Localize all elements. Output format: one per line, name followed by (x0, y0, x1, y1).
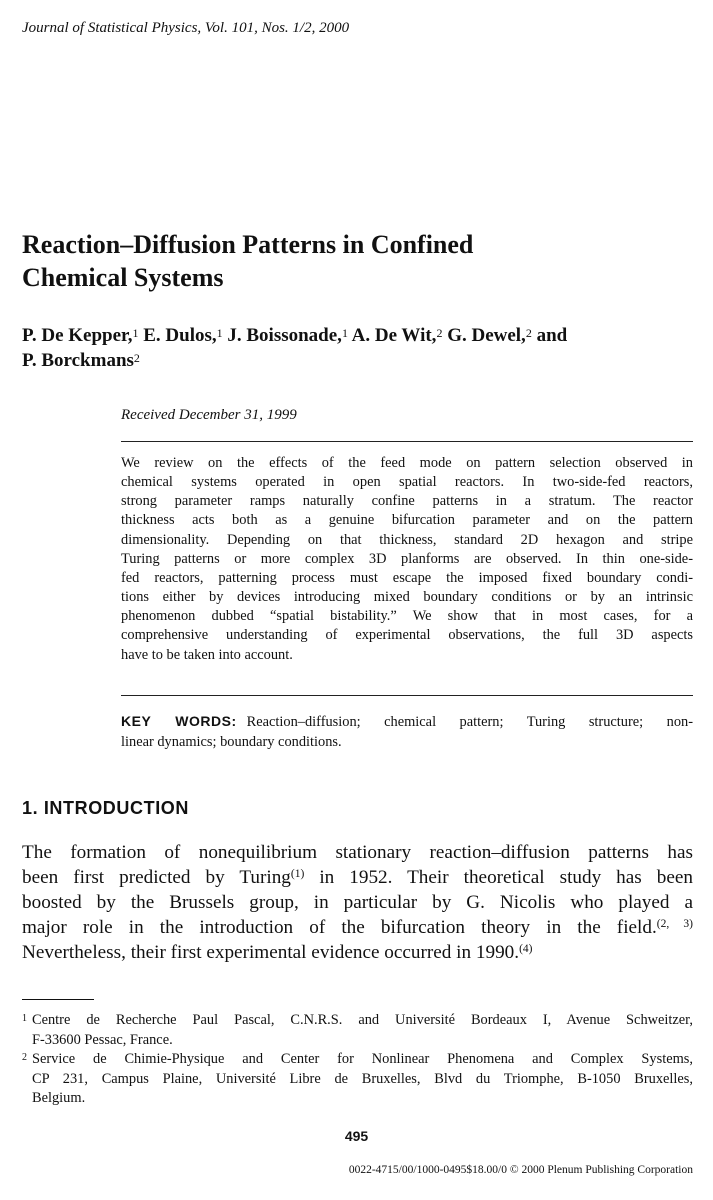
title-line: Reaction–Diffusion Patterns in Confined (22, 230, 474, 259)
affiliation-marker: 1 (216, 326, 223, 340)
abstract-line: phenomenon dubbed “spatial bistability.” We show that in most cases, for a (121, 608, 693, 625)
affiliation-marker: 1 (341, 326, 348, 340)
paper-title (22, 228, 662, 294)
author-name: E. Dulos, (143, 325, 217, 346)
citation-ref: (1) (290, 868, 305, 880)
body-line (22, 915, 693, 940)
page-number: 495 (344, 1128, 369, 1144)
footnote-line: Service de Chimie-Physique and Center for Nonlinear Phenomena and Complex Systems, (32, 1051, 693, 1067)
title-line: Chemical Systems (22, 263, 224, 292)
author-name: G. Dewel, (447, 325, 526, 346)
footnote-line: CP 231, Campus Plaine, Université Libre de Bruxelles, Blvd du Triomphe, B-1050 Bruxelles, (32, 1070, 693, 1087)
body-line: The formation of nonequilibrium stationary reaction–diffusion patterns has (22, 842, 693, 863)
abstract-line: thickness acts both as a genuine bifurcation parameter and on the pattern (121, 512, 693, 529)
footnote-line: F-33600 Pessac, France. (32, 1031, 173, 1048)
affiliation-marker: 2 (525, 326, 532, 340)
author-list (22, 323, 702, 373)
author-name: P. Borckmans (22, 350, 134, 371)
abstract-line: have to be taken into account. (121, 646, 293, 663)
body-text: major role in the introduction of the bifurcation theory in the field. (22, 917, 657, 938)
body-text: been first predicted by Turing (22, 867, 291, 888)
section-heading: 1. INTRODUCTION (22, 798, 190, 818)
keywords-text: Reaction–diffusion; chemical pattern; Turing structure; non- (246, 714, 694, 730)
received-date: Received December 31, 1999 (121, 407, 297, 423)
author-line (22, 348, 702, 373)
footnote-line: Belgium. (32, 1090, 86, 1106)
author-name: A. De Wit, (351, 325, 437, 346)
author-name: J. Boissonade, (227, 325, 342, 346)
footnote (22, 1050, 693, 1109)
body-line: boosted by the Brussels group, in particular by G. Nicolis who played a (22, 892, 693, 913)
abstract-line: fed reactors, patterning process must escape the imposed fixed boundary condi- (121, 569, 693, 586)
author-conjunction: and (536, 325, 568, 346)
abstract-line: Turing patterns or more complex 3D planforms are observed. In thin one-side- (121, 550, 693, 567)
citation-ref: (4) (519, 943, 533, 955)
affiliation-marker: 2 (436, 326, 443, 340)
footnote-number: 1 (22, 1013, 27, 1024)
body-text: in 1952. Their theoretical study has been (304, 867, 693, 888)
abstract-line: chemical systems operated in open spatial reactors. In two-side-fed reactors, (121, 474, 693, 491)
journal-header: Journal of Statistical Physics, Vol. 101, Nos. 1/2, 2000 (22, 20, 350, 36)
abstract-line: tions either by devices introducing mixed boundary conditions or by an intrinsic (121, 589, 693, 606)
copyright-line: 0022-4715/00/1000-0495$18.00/0 © 2000 Plenum Publishing Corporation (348, 1164, 693, 1176)
footnote-rule (22, 999, 94, 1000)
footnotes (22, 1011, 693, 1109)
keywords (121, 711, 693, 752)
keywords-label: KEY WORDS: (121, 713, 237, 729)
affiliation-marker: 2 (133, 351, 140, 365)
body-line (22, 940, 693, 965)
abstract-line: dimensionality. Depending on that thickness, standard 2D hexagon and stripe (121, 531, 693, 548)
citation-ref: (2, 3) (656, 918, 693, 930)
body-line (22, 865, 693, 890)
abstract (121, 454, 693, 665)
footnote-line: Centre de Recherche Paul Pascal, C.N.R.S. and Université Bordeaux I, Avenue Schweitzer, (32, 1012, 693, 1028)
body-text: Nevertheless, their first experimental evidence occurred in 1990. (22, 942, 520, 963)
abstract-bottom-rule (121, 695, 693, 696)
abstract-line: comprehensive understanding of experimental observations, the full 3D aspects (121, 627, 693, 644)
author-name: P. De Kepper, (22, 325, 133, 346)
keywords-line (121, 711, 693, 732)
abstract-line: We review on the effects of the feed mode on pattern selection observed in (121, 455, 693, 471)
footnote-number: 2 (22, 1052, 27, 1063)
affiliation-marker: 1 (132, 326, 139, 340)
keywords-line: linear dynamics; boundary conditions. (121, 734, 342, 750)
author-line (22, 323, 702, 348)
footnote (22, 1011, 693, 1050)
introduction-paragraph (22, 840, 693, 965)
abstract-line: strong parameter ramps naturally confine patterns in a stratum. The reactor (121, 493, 693, 510)
abstract-top-rule (121, 441, 693, 442)
